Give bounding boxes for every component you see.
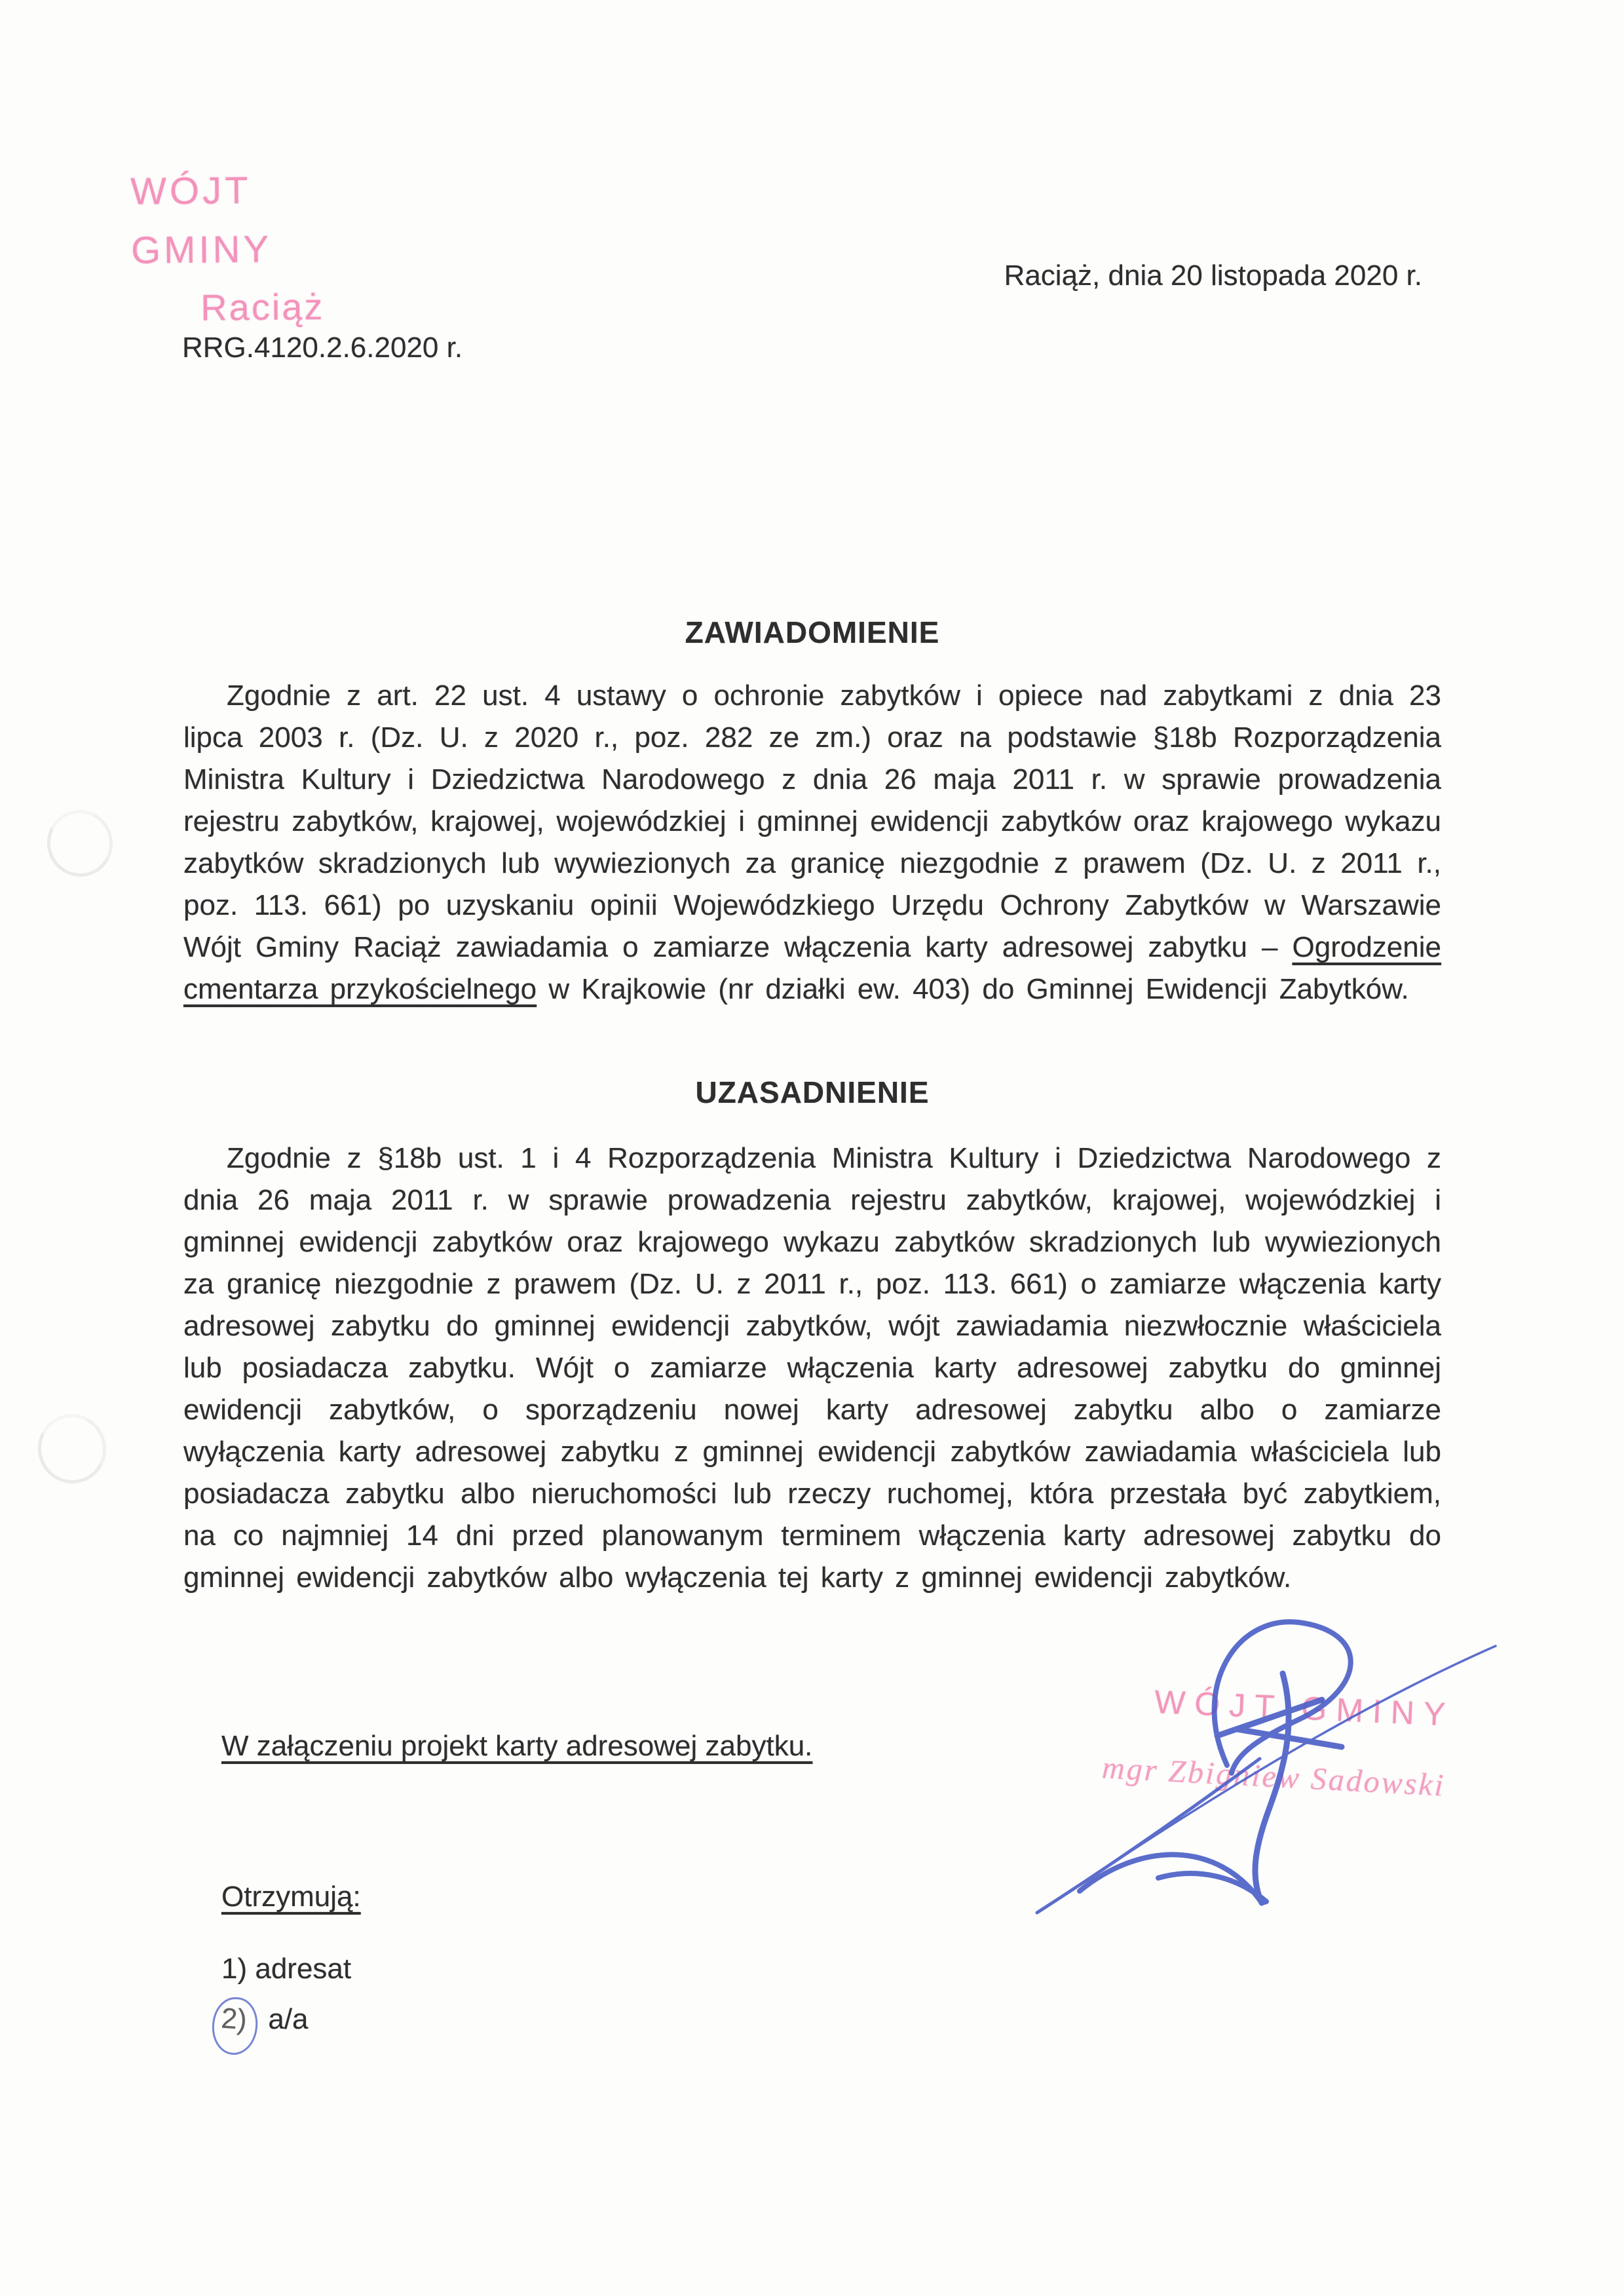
reference-number: RRG.4120.2.6.2020 r. xyxy=(182,332,463,364)
recipients-heading: Otrzymują: xyxy=(221,1881,361,1913)
recipient-item-2-text: a/a xyxy=(260,2003,309,2035)
punch-hole-artifact xyxy=(39,801,122,885)
justification-paragraph: Zgodnie z §18b ust. 1 i 4 Rozporządzenia Ministra Kultury i Dziedzictwa Narodowego z dnia 26 maja 2011 r. w sprawie prowadzenia rejestru zabytków, krajowej, wojewódzkiej i gminnej ewidencji zabytków oraz krajowego wykazu zabytków skradzionych lub wywiezionych za granicę niezgodnie z prawem (Dz. U. z 2011 r., poz. 113. 661) o zamiarze włączenia karty adresowej zabytku do gminnej ewidencji zabytków, wójt zawiadamia niezwłocznie właściciela lub posiadacza zabytku. Wójt o zamiarze włączenia karty adresowej zabytku do gminnej ewidencji zabytków, o sporządzeniu nowej karty adresowej zabytku albo o zamiarze wyłączenia karty adresowej zabytku z gminnej ewidencji zabytków zawiadamia właściciela lub posiadacza zabytku albo nieruchomości lub rzeczy ruchomej, która przestała być zabytkiem, na co najmniej 14 dni przed planowanym terminem włączenia karty adresowej zabytku do gminnej ewidencji zabytków albo wyłączenia tej karty z gminnej ewidencji zabytków. xyxy=(183,1142,1441,1594)
recipient-item-2 xyxy=(219,2001,309,2038)
sender-office-stamp-line2: Raciąż xyxy=(200,285,325,328)
punch-hole-artifact xyxy=(29,1406,115,1493)
recipient-item-1: 1) adresat xyxy=(221,1953,352,1985)
signature-stamp-title: WÓJT GMINY xyxy=(1153,1683,1456,1733)
notice-paragraph: Zgodnie z art. 22 ust. 4 ustawy o ochronie zabytków i opiece nad zabytkami z dnia 23 lipca 2003 r. (Dz. U. z 2020 r., poz. 282 ze zm.) oraz na podstawie §18b Rozporządzenia Ministra Kultury i Dziedzictwa Narodowego z dnia 26 maja 2011 r. w sprawie prowadzenia rejestru zabytków, krajowej, wojewódzkiej i gminnej ewidencji zabytków oraz krajowego wykazu zabytków skradzionych lub wywiezionych za granicę niezgodnie z prawem (Dz. U. z 2011 r., poz. 113. 661) po uzyskaniu opinii Wojewódzkiego Urzędu Ochrony Zabytków w Warszawie Wójt Gminy Raciąż zawiadamia o zamiarze włączenia karty adresowej zabytku – Ogrodzenie cmentarza przykościelnego w Krajkowie (nr działki ew. 403) do Gminnej Ewidencji Zabytków. xyxy=(183,679,1441,1005)
justification-heading: UZASADNIENIE xyxy=(695,1075,930,1109)
recipient-item-2-number: 2) xyxy=(220,2002,248,2037)
sender-office-stamp-line1: WÓJT GMINY xyxy=(130,169,273,272)
sender-office-stamp xyxy=(130,160,394,337)
signature-stamp-name: mgr Zbigniew Sadowski xyxy=(1101,1750,1446,1803)
pen-circle-annotation xyxy=(210,1996,259,2057)
notice-heading: ZAWIADOMIENIE xyxy=(685,615,940,649)
handwritten-signature-scribble xyxy=(1001,1595,1532,1936)
attachment-note: W załączeniu projekt karty adresowej zabytku. xyxy=(221,1730,813,1762)
date-line: Raciąż, dnia 20 listopada 2020 r. xyxy=(1004,259,1422,292)
